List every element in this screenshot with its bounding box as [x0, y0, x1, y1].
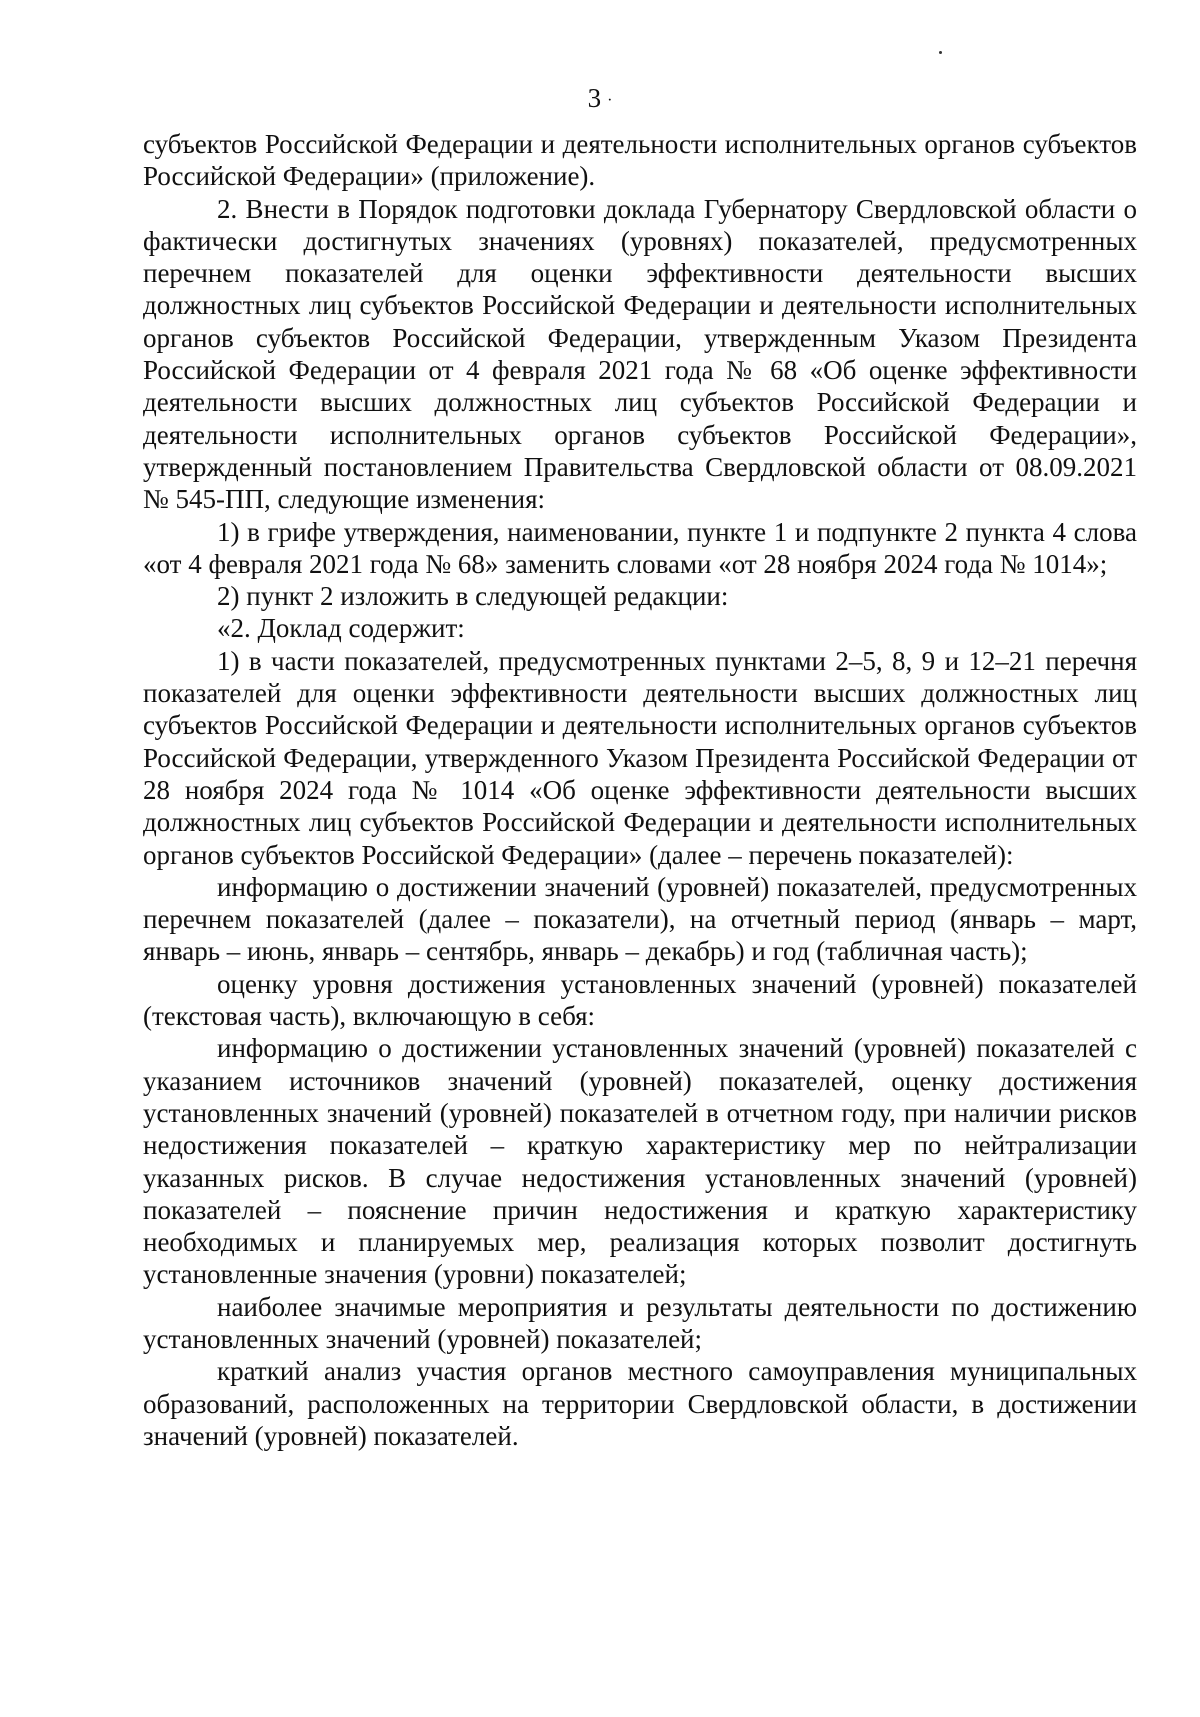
- paragraph-indicators-part: 1) в части показателей, предусмотренных пунктами 2–5, 8, 9 и 12–21 перечня показателей для оценки эффективности деятельности высших должностных лиц субъектов Российской Федерации и деятельности исполнительных органов субъектов Российской Федерации, утвержденного Указом Президента Российской Федерации от 28 ноября 2024 года № 1014 «Об оценке эффективности деятельности высших должностных лиц субъектов Российской Федерации и деятельности исполнительных органов субъектов Российской Федерации» (далее – перечень показателей):: [143, 645, 1137, 870]
- page-number-value: 3: [587, 83, 602, 113]
- scan-artifact-dot: [939, 51, 942, 54]
- document-body: [143, 128, 1137, 1452]
- paragraph-continuation: субъектов Российской Федерации и деятельности исполнительных органов субъектов Российской Федерации» (приложение).: [143, 129, 1137, 192]
- paragraph-text-part: оценку уровня достижения установленных значений (уровней) показателей (текстовая часть), включающую в себя:: [143, 968, 1137, 1032]
- paragraph-subitem-1: 1) в грифе утверждения, наименовании, пункте 1 и подпункте 2 пункта 4 слова «от 4 февраля 2021 года № 68» заменить словами «от 28 ноября 2024 года № 1014»;: [143, 516, 1137, 579]
- paragraph-table-part: информацию о достижении значений (уровней) показателей, предусмотренных перечнем показателей (далее – показатели), на отчетный период (январь – март, январь – июнь, январь – сентябрь, январь – декабрь) и год (табличная часть);: [143, 871, 1137, 967]
- page-number-mark: ·: [607, 91, 613, 109]
- paragraph-municipal-analysis: краткий анализ участия органов местного самоуправления муниципальных образований, расположенных на территории Свердловской области, в достижении значений (уровней) показателей.: [143, 1356, 1137, 1451]
- paragraph-subitem-2: 2) пункт 2 изложить в следующей редакции:: [217, 581, 729, 612]
- page-number: [0, 82, 1200, 117]
- paragraph-achievement-info: информацию о достижении установленных значений (уровней) показателей с указанием источников значений (уровней) показателей, оценку достижения установленных значений (уровней) показателей в отчетном году, при наличии рисков недостижения показателей – краткую характеристику мер по нейтрализации указанных рисков. В случае недостижения установленных значений (уровней) показателей – пояснение причин недостижения и краткую характеристику необходимых и планируемых мер, реализация которых позволит достигнуть установленные значения (уровни) показателей;: [143, 1033, 1137, 1290]
- paragraph-item-2: 2. Внести в Порядок подготовки доклада Губернатору Свердловской области о фактически достигнутых значениях (уровнях) показателей, предусмотренных перечнем показателей для оценки эффективности деятельности высших должностных лиц субъектов Российской Федерации и деятельности исполнительных органов субъектов Российской Федерации, утвержденным Указом Президента Российской Федерации от 4 февраля 2021 года № 68 «Об оценке эффективности деятельности высших должностных лиц субъектов Российской Федерации и деятельности исполнительных органов субъектов Российской Федерации», утвержденный постановлением Правительства Свердловской области от 08.09.2021 № 545-ПП, следующие изменения:: [143, 193, 1137, 515]
- paragraph-significant-measures: наиболее значимые мероприятия и результаты деятельности по достижению установленных значений (уровней) показателей;: [143, 1291, 1137, 1354]
- paragraph-report-contents: «2. Доклад содержит:: [217, 613, 465, 644]
